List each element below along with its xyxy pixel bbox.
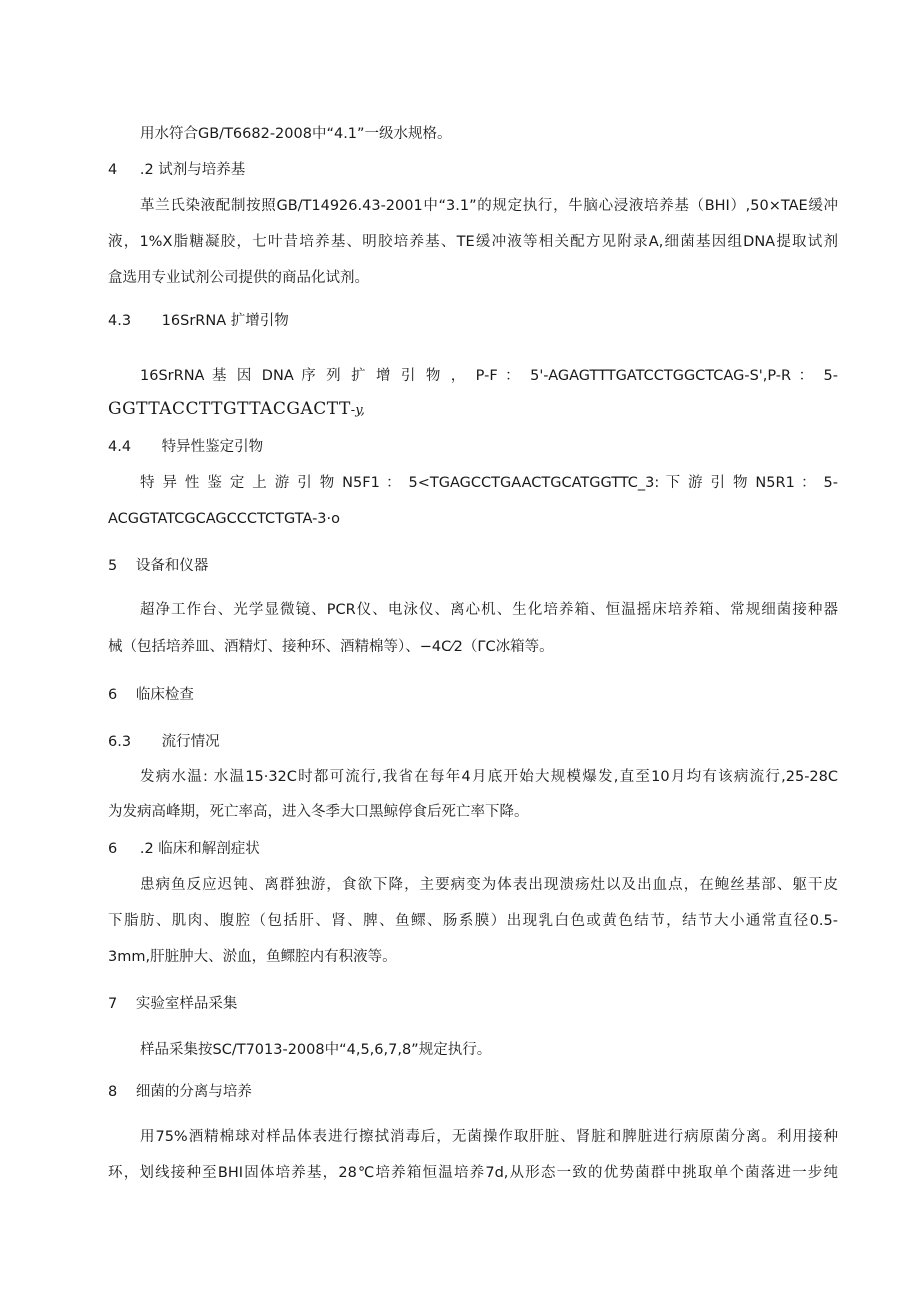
paragraph-reagents-line1: 革兰氏染液配制按照GB/T14926.43-2001中“3.1”的规定执行，牛脑心浸液培养基（BHI）,50×TAE缓冲 xyxy=(140,198,838,214)
section-title: .2 临床和解剖症状 xyxy=(139,841,260,857)
paragraph-symptoms-line1: 患病鱼反应迟钝、离群独游，食欲下降，主要病变为体表出现溃疡灶以及出血点，在鲍丝基部、躯干皮 xyxy=(140,877,838,893)
section-title: 实验室样品采集 xyxy=(135,996,238,1012)
paragraph-16s-primers-line1: 16SrRNA 基 因 DNA 序 列 扩 增 引 物 ， P-F ： 5'-AGAGTTTGATCCTGGCTCAG-S',P-R ： 5- xyxy=(140,368,838,384)
section-title: 细菌的分离与培养 xyxy=(135,1084,252,1100)
section-6-2-heading xyxy=(108,839,260,859)
paragraph-reagents-line3: 盒选用专业试剂公司提供的商品化试剂。 xyxy=(108,270,369,286)
section-number: 5 xyxy=(108,558,118,574)
section-7-heading xyxy=(108,994,237,1014)
section-number: 4.4 xyxy=(108,439,132,455)
section-number: 8 xyxy=(108,1084,118,1100)
section-number: 4.3 xyxy=(108,313,132,329)
paragraph-epidemic-line2: 为发病高峰期，死亡率高，进入冬季大口黑鲸停食后死亡率下降。 xyxy=(108,804,529,820)
section-number: 6 xyxy=(108,687,118,703)
section-title: 流行情况 xyxy=(161,734,220,750)
section-title: .2 试剂与培养基 xyxy=(139,162,246,178)
paragraph-symptoms-line3: 3mm,肝脏肿大、淤血，鱼鳏腔内有积液等。 xyxy=(108,949,397,965)
section-number: 6 xyxy=(108,841,118,857)
section-number: 6.3 xyxy=(108,734,132,750)
paragraph-equipment-line1: 超净工作台、光学显微镜、PCR仪、电泳仪、离心机、生化培养箱、恒温摇床培养箱、常规细菌接种器 xyxy=(140,602,838,618)
section-6-heading xyxy=(108,685,194,705)
section-title: 设备和仪器 xyxy=(135,558,209,574)
section-number: 7 xyxy=(108,996,118,1012)
section-number: 4 xyxy=(108,162,118,178)
section-title: 特异性鉴定引物 xyxy=(161,439,264,455)
paragraph-symptoms-line2: 下脂肪、肌肉、腹腔（包括肝、肾、脾、鱼鳏、肠系膜）出现乳白色或黄色结节，结节大小通常直径0.5- xyxy=(108,913,838,929)
paragraph-isolation-line2: 环，划线接种至BHI固体培养基，28℃培养箱恒温培养7d,从形态一致的优势菌群中挑取单个菌落进一步纯 xyxy=(108,1165,838,1181)
paragraph-water-spec: 用水符合GB/T6682-2008中“4.1”一级水规格。 xyxy=(140,126,452,142)
section-4-3-heading xyxy=(108,311,289,331)
section-8-heading xyxy=(108,1082,252,1102)
primer-sequence-tail: -y, xyxy=(350,403,365,418)
paragraph-reagents-line2: 液，1%X脂糖凝胶，七叶昔培养基、明胶培养基、TE缓冲液等相关配方见附录A,细菌基因组DNA提取试剂 xyxy=(108,234,838,250)
section-title: 16SrRNA 扩增引物 xyxy=(161,313,289,329)
section-6-3-heading xyxy=(108,732,220,752)
paragraph-sampling: 样品采集按SC/T7013-2008中“4,5,6,7,8”规定执行。 xyxy=(140,1042,492,1058)
paragraph-isolation-line1: 用75%酒精棉球对样品体表进行擦拭消毒后，无菌操作取肝脏、肾脏和脾脏进行病原菌分离。利用接种 xyxy=(140,1129,838,1145)
section-4-4-heading xyxy=(108,437,263,457)
paragraph-equipment-line2: 械（包括培养皿、酒精灯、接种环、酒精棉等）、−4C⁄2（ΓC冰箱等。 xyxy=(108,639,554,655)
paragraph-epidemic-line1: 发病水温: 水温15·32C时都可流行,我省在每年4月底开始大规模爆发,直至10月均有该病流行,25-28C xyxy=(140,769,838,785)
section-5-heading xyxy=(108,556,208,576)
paragraph-specific-primers-line1: 特 异 性 鉴 定 上 游 引 物 N5F1 ： 5<TGAGCCTGAACTGCATGGTTC_3: 下 游 引 物 N5R1 ： 5- xyxy=(140,475,838,491)
primer-sequence: GGTTACCTTGTTACGACTT xyxy=(108,399,351,419)
section-title: 临床检查 xyxy=(135,687,194,703)
paragraph-specific-primers-line2: ACGGTATCGCAGCCCTCTGTA-3·o xyxy=(108,511,341,527)
paragraph-16s-primers-line2 xyxy=(108,399,365,421)
section-4-2-heading xyxy=(108,160,245,180)
